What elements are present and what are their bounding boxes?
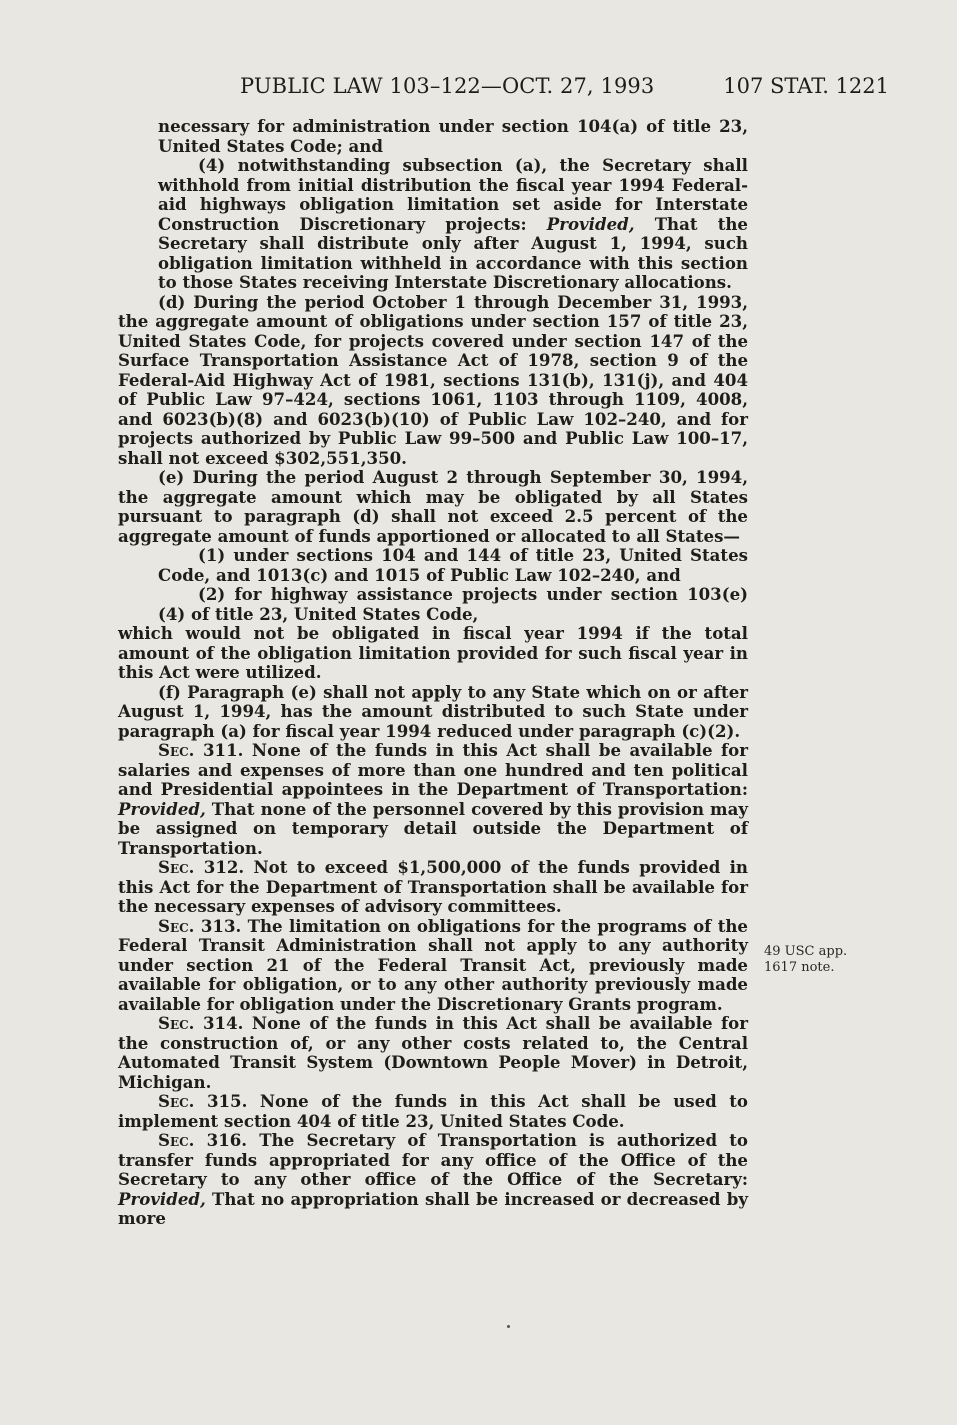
section-311: Sec. 311. None of the funds in this Act shall be available for salaries and expenses of more than one hundred and ten political and Presidential appointees in the Department of Transportation: Provided, That none of the personnel covered by this provision may be assigned on temporary detail outside the Department of Transportation.	[118, 740, 748, 858]
margin-citation-note	[764, 944, 874, 976]
margin-note-line-2: 1617 note.	[764, 960, 835, 975]
paragraph-e: (e) During the period August 2 through September 30, 1994, the aggregate amount which may be obligated by all States pursuant to paragraph (d) shall not exceed 2.5 percent of the aggregate amount of funds apportioned or allocated to all States—	[118, 467, 748, 546]
section-312: Sec. 312. Not to exceed $1,500,000 of the funds provided in this Act for the Department of Transportation shall be available for the necessary expenses of advisory committees.	[118, 857, 748, 916]
paragraph-continuation: necessary for administration under section 104(a) of title 23, United States Code; and	[158, 116, 748, 156]
proviso-label: Provided,	[546, 213, 635, 234]
paragraph-e-flush: which would not be obligated in fiscal year 1994 if the total amount of the obligation limitation provided for such fiscal year in this Act were utilized.	[118, 623, 748, 682]
paragraph-c4: (4) notwithstanding subsection (a), the Secretary shall withhold from initial distribution the fiscal year 1994 Federal-aid highways obligation limitation set aside for Interstate Construction Discretionary projects: Provided, That the Secretary shall distribute only after August 1, 1994, such obligation limitation withheld in accordance with this section to those States receiving Interstate Discretionary allocations.	[158, 155, 748, 292]
section-316: Sec. 316. The Secretary of Transportation is authorized to transfer funds appropriated for any office of the Office of the Secretary to any other office of the Office of the Secretary: Provided, That no appropriation shall be increased or decreased by more	[118, 1130, 748, 1228]
stat-page-reference: 107 STAT. 1221	[723, 74, 889, 98]
section-315: Sec. 315. None of the funds in this Act shall be used to implement section 404 of title 23, United States Code.	[118, 1091, 748, 1131]
paragraph-e2: (2) for highway assistance projects under section 103(e)(4) of title 23, United States Code,	[158, 584, 748, 624]
paragraph-e1: (1) under sections 104 and 144 of title 23, United States Code, and 1013(c) and 1015 of Public Law 102–240, and	[158, 545, 748, 585]
section-313: Sec. 313. The limitation on obligations for the programs of the Federal Transit Administration shall not apply to any authority under section 21 of the Federal Transit Act, previously made available for obligation, or to any other authority previously made available for obligation under the Discretionary Grants program.	[118, 915, 748, 1014]
scan-speck	[507, 1325, 510, 1328]
paragraph-f: (f) Paragraph (e) shall not apply to any State which on or after August 1, 1994, has the amount distributed to such State under paragraph (a) for fiscal year 1994 reduced under paragraph (c)(2).	[118, 681, 748, 741]
proviso-label: Provided,	[118, 1188, 206, 1209]
running-head: PUBLIC LAW 103–122—OCT. 27, 1993	[240, 74, 655, 98]
body-text	[118, 117, 748, 1229]
proviso-label: Provided,	[118, 798, 206, 819]
paragraph-d: (d) During the period October 1 through December 31, 1993, the aggregate amount of obligations under section 157 of title 23, United States Code, for projects covered under section 147 of the Surface Transportation Assistance Act of 1978, section 9 of the Federal-Aid Highway Act of 1981, sections 131(b), 131(j), and 404 of Public Law 97–424, sections 1061, 1103 through 1109, 4008, and 6023(b)(8) and 6023(b)(10) of Public Law 102–240, and for projects authorized by Public Law 99–500 and Public Law 100–17, shall not exceed $302,551,350.	[118, 291, 748, 468]
section-314: Sec. 314. None of the funds in this Act shall be available for the construction of, or any other costs related to, the Central Automated Transit System (Downtown People Mover) in Detroit, Michigan.	[118, 1013, 748, 1092]
margin-note-line-1: 49 USC app.	[764, 944, 848, 959]
